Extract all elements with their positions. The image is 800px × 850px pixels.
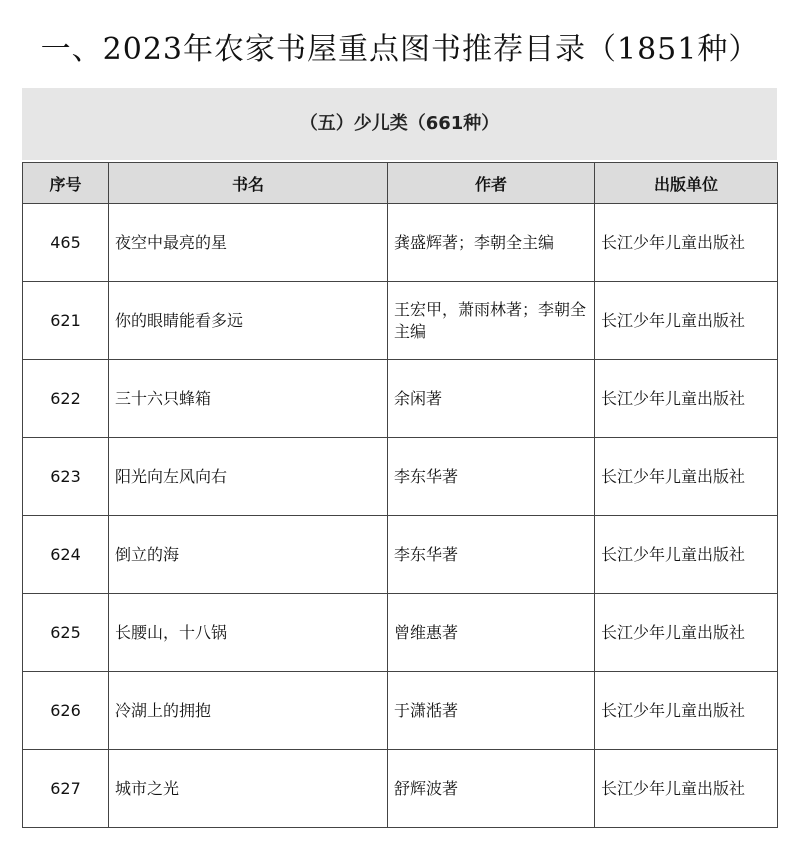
header-title: 书名 <box>109 163 388 204</box>
table-row <box>23 204 778 282</box>
cell-no: 622 <box>23 360 109 438</box>
header-publisher: 出版单位 <box>595 163 778 204</box>
cell-author: 于潇湉著 <box>388 672 595 750</box>
cell-no: 626 <box>23 672 109 750</box>
cell-author: 舒辉波著 <box>388 750 595 828</box>
cell-title: 夜空中最亮的星 <box>109 204 388 282</box>
table-row <box>23 438 778 516</box>
cell-author: 李东华著 <box>388 516 595 594</box>
cell-author: 龚盛辉著；李朝全主编 <box>388 204 595 282</box>
cell-title: 长腰山，十八锅 <box>109 594 388 672</box>
cell-title: 阳光向左风向右 <box>109 438 388 516</box>
table-row <box>23 516 778 594</box>
cell-publisher: 长江少年儿童出版社 <box>595 438 778 516</box>
cell-no: 624 <box>23 516 109 594</box>
book-catalog-table <box>22 162 778 828</box>
cell-author: 曾维惠著 <box>388 594 595 672</box>
cell-no: 627 <box>23 750 109 828</box>
cell-title: 你的眼睛能看多远 <box>109 282 388 360</box>
cell-publisher: 长江少年儿童出版社 <box>595 594 778 672</box>
cell-title: 冷湖上的拥抱 <box>109 672 388 750</box>
cell-author: 王宏甲，萧雨林著；李朝全主编 <box>388 282 595 360</box>
cell-publisher: 长江少年儿童出版社 <box>595 204 778 282</box>
header-author: 作者 <box>388 163 595 204</box>
cell-publisher: 长江少年儿童出版社 <box>595 516 778 594</box>
cell-no: 621 <box>23 282 109 360</box>
header-no: 序号 <box>23 163 109 204</box>
cell-publisher: 长江少年儿童出版社 <box>595 360 778 438</box>
cell-author: 李东华著 <box>388 438 595 516</box>
cell-publisher: 长江少年儿童出版社 <box>595 750 778 828</box>
document-title: 一、2023年农家书屋重点图书推荐目录（1851种） <box>40 32 760 67</box>
cell-title: 城市之光 <box>109 750 388 828</box>
table-header-row <box>23 163 778 204</box>
cell-author: 余闲著 <box>388 360 595 438</box>
table-row <box>23 672 778 750</box>
cell-publisher: 长江少年儿童出版社 <box>595 282 778 360</box>
table-row <box>23 282 778 360</box>
table-row <box>23 360 778 438</box>
section-title: （五）少儿类（661种） <box>299 113 500 134</box>
cell-no: 623 <box>23 438 109 516</box>
cell-title: 三十六只蜂箱 <box>109 360 388 438</box>
cell-no: 625 <box>23 594 109 672</box>
cell-publisher: 长江少年儿童出版社 <box>595 672 778 750</box>
cell-title: 倒立的海 <box>109 516 388 594</box>
table-row <box>23 594 778 672</box>
table-row <box>23 750 778 828</box>
cell-no: 465 <box>23 204 109 282</box>
